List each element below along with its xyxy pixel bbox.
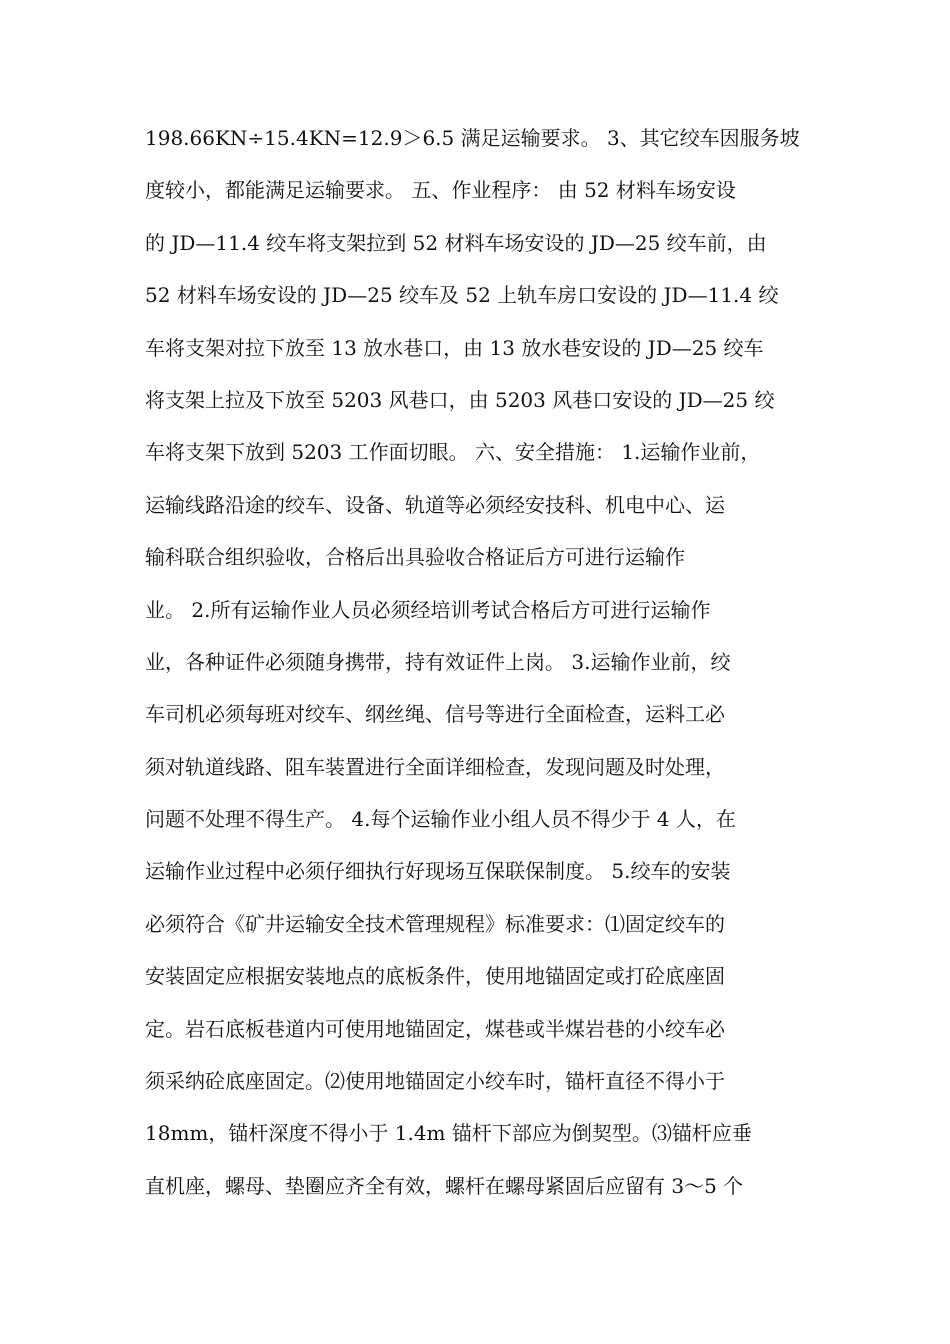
text-line-1: 198.66KN÷15.4KN=12.9＞6.5 满足运输要求。 3、其它绞车因服务坡 [145,126,800,150]
text-line-14: 问题不处理不得生产。 4.每个运输作业小组人员不得少于 4 人，在 [145,807,736,832]
text-line-13: 须对轨道线路、阻车装置进行全面详细检查，发现问题及时处理， [145,754,725,779]
text-line-20: 18mm，锚杆深度不得小于 1.4m 锚杆下部应为倒契型。⑶锚杆应垂 [145,1121,752,1146]
text-line-6: 将支架上拉及下放至 5203 风巷口，由 5203 风巷口安设的 JD—25 绞 [145,387,775,412]
text-line-18: 定。岩石底板巷道内可使用地锚固定，煤巷或半煤岩巷的小绞车必 [145,1016,725,1041]
text-line-8: 运输线路沿途的绞车、设备、轨道等必须经安技科、机电中心、运 [145,492,725,517]
text-line-3: 的 JD—11.4 绞车将支架拉到 52 材料车场安设的 JD—25 绞车前，由 [145,230,767,255]
text-line-15: 运输作业过程中必须仔细执行好现场互保联保制度。 5.绞车的安装 [145,859,731,884]
text-line-10: 业。 2.所有运输作业人员必须经培训考试合格后方可进行运输作 [145,597,711,622]
text-line-17: 安装固定应根据安装地点的底板条件，使用地锚固定或打砼底座固 [145,964,725,989]
text-line-21: 直机座，螺母、垫圈应齐全有效，螺杆在螺母紧固后应留有 3～5 个 [145,1173,744,1198]
text-line-19: 须采纳砼底座固定。⑵使用地锚固定小绞车时，锚杆直径不得小于 [145,1069,725,1094]
text-line-4: 52 材料车场安设的 JD—25 绞车及 52 上轨车房口安设的 JD—11.4 绞 [145,283,779,308]
text-line-9: 输科联合组织验收，合格后出具验收合格证后方可进行运输作 [145,545,685,570]
text-line-5: 车将支架对拉下放至 13 放水巷口，由 13 放水巷安设的 JD—25 绞车 [145,335,764,360]
text-line-2: 度较小，都能满足运输要求。 五、作业程序： 由 52 材料车场安设 [145,178,736,203]
text-line-11: 业，各种证件必须随身携带，持有效证件上岗。 3.运输作业前，绞 [145,649,731,674]
text-line-7: 车将支架下放到 5203 工作面切眼。 六、安全措施： 1.运输作业前， [145,440,761,465]
text-line-12: 车司机必须每班对绞车、纲丝绳、信号等进行全面检查，运料工必 [145,702,725,727]
body-text [145,115,810,1215]
text-line-16: 必须符合《矿井运输安全技术管理规程》标准要求：⑴固定绞车的 [145,911,725,936]
